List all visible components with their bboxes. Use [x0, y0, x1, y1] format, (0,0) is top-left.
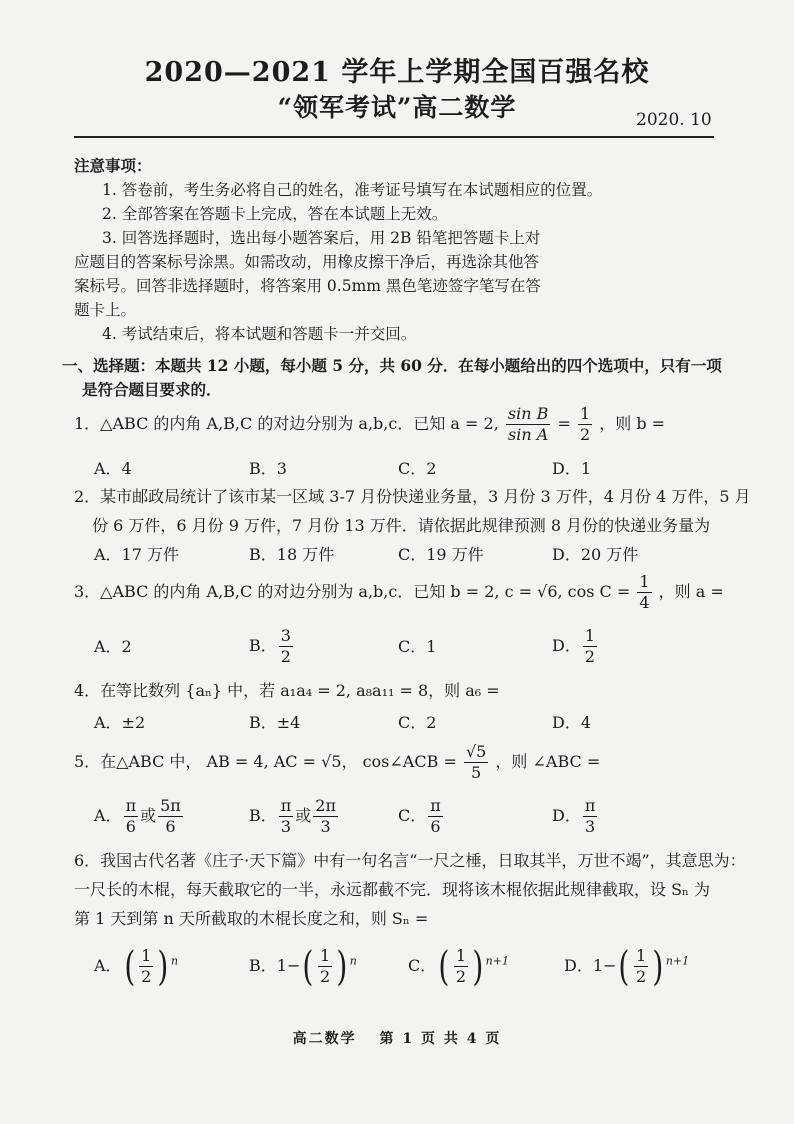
section-heading	[62, 354, 732, 402]
question-6	[74, 846, 746, 933]
q5-option-d[interactable]: D． $\frac{\pi}{3}$	[552, 796, 596, 836]
q6-line: 6．我国古代名著《庄子·天下篇》中有一句名言“一尺之棰，日取其半，万世不竭”，其意思为：	[74, 851, 746, 870]
q3-option-d[interactable]: D． $\frac{1}{2}$	[552, 626, 596, 666]
q2-option-a[interactable]: A．17 万件	[94, 545, 180, 564]
exam-title: 2020—2021 学年上学期全国百强名校	[144, 57, 650, 88]
q4-option-d[interactable]: D．4	[552, 713, 592, 732]
q4-option-c[interactable]: C．2	[398, 713, 437, 732]
q5-option-b[interactable]: B． $\frac{\pi}{3}$ 或 $\frac{2\pi}{3}$	[249, 796, 336, 836]
q3-option-b[interactable]: B． $\frac{3}{2}$	[249, 626, 291, 666]
q3-stem-end: ，则 a =	[658, 582, 724, 601]
q6-line: 第 1 天到第 n 天所截取的木棍长度之和，则 Sₙ =	[74, 909, 429, 928]
question-5	[74, 742, 600, 783]
q2-option-b[interactable]: B．18 万件	[249, 545, 335, 564]
q5-option-a[interactable]: A． $\frac{\pi}{6}$ 或 $\frac{5\pi}{6}$	[94, 796, 181, 836]
q5-option-c[interactable]: C． $\frac{\pi}{6}$	[398, 796, 441, 836]
q3-option-a[interactable]: A．2	[94, 637, 132, 656]
notice-item: 题卡上。	[74, 301, 137, 319]
q1-stem: 1．△ABC 的内角 A,B,C 的对边分别为 a,b,c．已知 a = 2,	[74, 414, 499, 433]
notice-item: 4. 考试结束后，将本试题和答题卡一并交回。	[102, 325, 417, 343]
q5-stem-end: ，则 ∠ABC =	[495, 752, 601, 771]
q6-option-d[interactable]: D．1−( $\frac{1}{2}$ ) $^{n+1}$	[564, 943, 690, 990]
q3-fraction: $\frac{1}{4}$	[639, 572, 650, 612]
q1-fraction-half: $\frac{1}{2}$	[579, 404, 591, 444]
q2-option-c[interactable]: C．19 万件	[398, 545, 484, 564]
q4-option-b[interactable]: B．±4	[249, 713, 301, 732]
q1-option-c[interactable]: C．2	[398, 459, 437, 478]
question-4: 4．在等比数列 {aₙ} 中，若 a₁a₄ = 2, a₈a₁₁ = 8，则 a₆ =	[74, 681, 500, 700]
q6-option-a[interactable]: A．( $\frac{1}{2}$ ) $^n$	[94, 943, 179, 990]
question-3	[74, 572, 724, 613]
q1-stem-end: ，则 b =	[599, 414, 666, 433]
q5-stem: 5．在△ABC 中， AB = 4, AC = √5， cos∠ACB =	[74, 752, 457, 771]
q5-fraction: $\frac{√5}{5}$	[465, 742, 487, 782]
page-footer: 高二数学 第 1 页 共 4 页	[292, 1031, 502, 1047]
notice-item: 1. 答卷前，考生务必将自己的姓名，准考证号填写在本试题相应的位置。	[102, 181, 603, 199]
notice-item: 3. 回答选择题时，选出每小题答案后，用 2B 铅笔把答题卡上对	[102, 229, 541, 247]
question-1	[74, 404, 665, 445]
q1-fraction-sin: $\frac{\text{sin B}}{\text{sin A}}$	[507, 404, 549, 444]
q2-option-d[interactable]: D．20 万件	[552, 545, 639, 564]
q6-line: 一尺长的木棍，每天截取它的一半，永远都截不完．现将该木棍依据此规律截取，设 Sₙ 为	[74, 880, 711, 899]
q2-line: 2．某市邮政局统计了该市某一区域 3-7 月份快递业务量，3 月份 3 万件，4 月份 4 万件，5 月	[74, 487, 751, 506]
q1-equals: =	[557, 414, 571, 433]
exam-subtitle: “领军考试”高二数学	[277, 93, 517, 122]
q6-option-c[interactable]: C．( $\frac{1}{2}$ ) $^{n+1}$	[408, 943, 509, 990]
q1-option-b[interactable]: B．3	[249, 459, 287, 478]
question-2	[74, 482, 751, 540]
q4-option-a[interactable]: A．±2	[94, 713, 146, 732]
notice-block	[74, 154, 724, 346]
notice-item: 2. 全部答案在答题卡上完成，答在本试题上无效。	[102, 205, 448, 223]
section-line: 一、选择题：本题共 12 小题，每小题 5 分，共 60 分．在每小题给出的四个选项中，只有一项	[62, 356, 722, 375]
q2-line: 份 6 万件，6 月份 9 万件，7 月份 13 万件．请依据此规律预测 8 月份的快递业务量为	[92, 516, 711, 535]
exam-date: 2020. 10	[636, 110, 712, 130]
q3-option-c[interactable]: C．1	[398, 637, 437, 656]
notice-item: 案标号。回答非选择题时，将答案用 0.5mm 黑色笔迹签字笔写在答	[74, 277, 541, 295]
notice-item: 应题目的答案标号涂黑。如需改动，用橡皮擦干净后，再选涂其他答	[74, 253, 540, 271]
q1-option-a[interactable]: A．4	[94, 459, 132, 478]
q6-option-b[interactable]: B．1−( $\frac{1}{2}$ ) $^n$	[249, 943, 357, 990]
section-line: 是符合题目要求的．	[82, 380, 222, 399]
q3-stem: 3．△ABC 的内角 A,B,C 的对边分别为 a,b,c．已知 b = 2, c = √6, cos C =	[74, 582, 631, 601]
q1-option-d[interactable]: D．1	[552, 459, 592, 478]
header-rule	[74, 136, 714, 138]
notice-heading: 注意事项：	[74, 156, 152, 175]
